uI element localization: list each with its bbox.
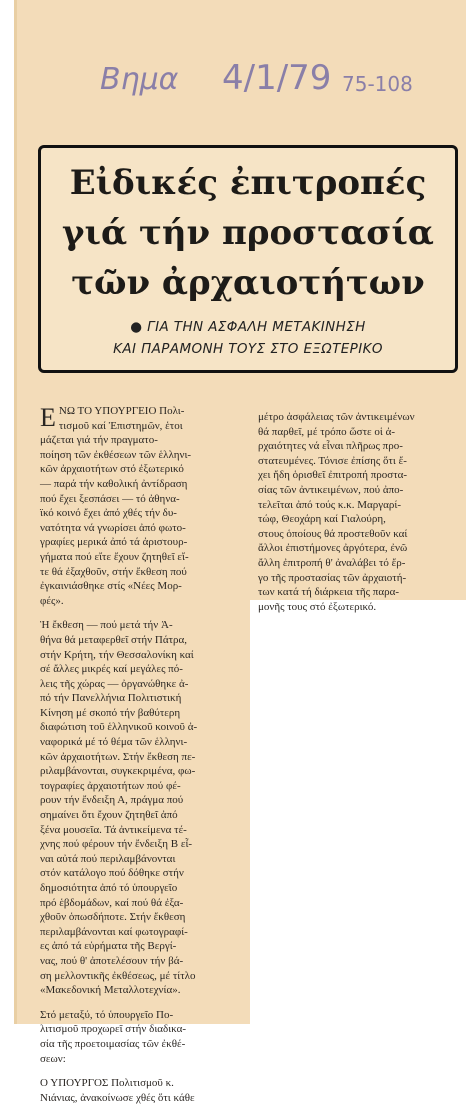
article-paragraph [258, 410, 458, 614]
article-line: ρχαιότητες νά εἶναι πλῆρως προ- [258, 440, 403, 453]
headline-line: τῶν ἀρχαιοτήτων [71, 263, 425, 303]
article-line: των κατά τή διάρκεια τῆς παρα- [258, 586, 399, 599]
article-line: ποίηση τῶν ἐκθέσεων τῶν ἑλληνι- [40, 448, 192, 461]
article-line: σίας τῶν ἀντικειμένων, πού ἀπο- [258, 483, 404, 496]
article-line: πού ἔχει ξεσπάσει — τό ἀθηνα- [40, 492, 180, 505]
article-line: στατευμένες. Τόνισε ἐπίσης ὅτι ἔ- [258, 454, 407, 467]
article-line: γήματα πού εἴτε ἔχουν ζητηθεῖ εἴ- [40, 550, 189, 563]
article-line: κῶν ἀρχαιοτήτων στό ἐξωτερικό [40, 463, 184, 476]
article-line: ριλαμβάνονται, συγκεκριμένα, φω- [40, 765, 196, 778]
subtitle-line: ΚΑΙ ΠΑΡΑΜΟΝΗ ΤΟΥΣ ΣΤΟ ΕΞΩΤΕΡΙΚΟ [113, 341, 383, 357]
headline-box [38, 145, 458, 373]
article-line: στους ὁποίους θά προστεθοῦν καί [258, 527, 408, 540]
article-line: στόν κατάλογο πού δόθηκε στήν [40, 867, 184, 880]
article-line: πό τήν Πανελλήνια Πολιτιστική [40, 692, 182, 705]
annotation-source: Βημα [100, 62, 179, 97]
article-line: τογραφίες ἀρχαιοτήτων πού φέ- [40, 779, 181, 792]
article-left-column [40, 404, 248, 1105]
headline-title [41, 158, 455, 308]
article-line: νας, πού θ' ἀποτελέσουν τήν βά- [40, 954, 184, 967]
article-line: Στό μεταξύ, τό ὑπουργεῖο Πο- [40, 1008, 174, 1021]
article-line: θά παρθεῖ, μέ τρόπο ὥστε οἱ ἀ- [258, 425, 396, 438]
article-line: ϊκό κοινό ἔχει ἀπό χθές τήν δυ- [40, 507, 177, 520]
article-line: κῶν ἀρχαιοτήτων. Στήν ἔκθεση πε- [40, 750, 196, 763]
bullet-icon: ● [130, 319, 143, 335]
article-line: Κίνηση μέ σκοπό τήν βαθύτερη [40, 706, 181, 719]
article-line: ση μελλοντικῆς ἐκθέσεως, μέ τίτλο [40, 969, 196, 982]
article-line: ρουν τήν ἔνδειξη Α, πράγμα πού [40, 794, 184, 807]
article-line: θήνα θά μεταφερθεῖ στήν Πάτρα, [40, 633, 188, 646]
article-line: ες ἀπό τά εὑρήματα τῆς Βεργί- [40, 940, 177, 953]
article-line: σία τῆς προετοιμασίας τῶν ἐκθέ- [40, 1037, 186, 1050]
article-line: σημαίνει ὅτι ἔχουν ζητηθεῖ ἀπό [40, 809, 178, 822]
article-line: γραφίες μερικά ἀπό τά ἀριστουρ- [40, 536, 188, 549]
article-line: ἐγκαινιάσθηκε στίς «Νέες Μορ- [40, 580, 182, 593]
article-line: χθοῦν ὁπωσδήποτε. Στήν ἔκθεση [40, 911, 186, 924]
article-line: μέτρο ἀσφάλειας τῶν ἀντικειμένων [258, 411, 415, 423]
article-line: διαφώτιση τοῦ ἑλληνικοῦ κοινοῦ ἀ- [40, 721, 198, 734]
article-line: τώφ, Θεοχάρη καί Γιαλούρη, [258, 513, 386, 526]
article-line: ναφορικά μέ τό θέμα τῶν ἑλληνι- [40, 736, 188, 749]
article-line: ἄλλη ἐπιτροπή θ' ἀναλάβει τό ἔρ- [258, 556, 406, 569]
article-line: λεις τῆς χώρας — ὀργανώθηκε ἀ- [40, 677, 189, 690]
article-line: χνης πού φέρουν τήν ἔνδειξη Β εἶ- [40, 838, 193, 851]
article-line: περιλαμβάνονται καί φωτογραφί- [40, 925, 188, 938]
headline-line: Εἰδικές ἐπιτροπές [69, 163, 427, 203]
article-line: τε θά ἐξαχθοῦν, στήν ἔκθεση πού [40, 565, 187, 578]
subtitle-line: ΓΙΑ ΤΗΝ ΑΣΦΑΛΗ ΜΕΤΑΚΙΝΗΣΗ [147, 319, 366, 335]
article-line: ναι αὐτά πού περιλαμβάνονται [40, 852, 176, 865]
annotation-date: 4/1/79 [222, 58, 332, 98]
article-line: Ο ΥΠΟΥΡΓΟΣ Πολιτισμοῦ κ. [40, 1077, 174, 1090]
article-line: — παρά τήν καθολική ἀντίδραση [40, 477, 188, 490]
article-line: σέ ἄλλες μικρές καί μεγάλες πό- [40, 663, 183, 676]
article-paragraph [40, 1008, 248, 1066]
article-right-column [258, 410, 458, 614]
article-line: τισμοῦ καί Ἐπιστημῶν, ἑτοι [58, 419, 183, 432]
article-paragraph [40, 618, 248, 997]
article-line: Ἡ ἔκθεση — πού μετά τήν Ἀ- [40, 619, 173, 632]
article-line: ἄλλοι ἐπιστήμονες ἀργότερα, ἐνῶ [258, 542, 408, 555]
article-line: λιτισμοῦ προχωρεῖ στήν διαδικα- [40, 1023, 187, 1036]
article-line: Νιάνιας, ἀνακοίνωσε χθές ὅτι κάθε [40, 1091, 195, 1104]
article-line: φές». [40, 594, 64, 607]
drop-cap: Ε [40, 403, 56, 432]
article-line: πρό ἑβδομάδων, καί πού θά ἐξα- [40, 896, 184, 909]
article-line: ΝΩ ΤΟ ΥΠΟΥΡΓΕΙΟ Πολι- [58, 405, 185, 417]
article-line: «Μακεδονική Μεταλλοτεχνία». [40, 984, 181, 997]
article-paragraph [40, 1076, 248, 1105]
paper-edge [14, 0, 17, 1024]
article-line: μονῆς τους στό ἐξωτερικό. [258, 600, 377, 613]
article-line: δημοσιότητα ἀπό τό ὑπουργεῖο [40, 882, 178, 894]
article-line: γο τῆς προστασίας τῶν ἀρχαιοτή- [258, 571, 407, 584]
article-line: στήν Κρήτη, τήν Θεσσαλονίκη καί [40, 648, 194, 661]
article-line: χει ἤδη ὁρισθεῖ ἐπιτροπή προστα- [258, 469, 408, 482]
handwritten-annotation [100, 58, 440, 102]
article-line: σεων: [40, 1052, 66, 1065]
article-line: τελεῖται ἀπό τούς κ.κ. Μαργαρί- [258, 498, 401, 511]
headline-line: γιά τήν προστασία [62, 213, 434, 253]
article-line: μάζεται γιά τήν πραγματο- [40, 434, 158, 447]
article-line: ξένα μουσεῖα. Τά ἀντικείμενα τέ- [40, 823, 187, 836]
article-line: νατότητα νά γνωρίσει ἀπό φωτο- [40, 521, 186, 534]
article-paragraph [40, 404, 248, 608]
headline-subtitle [41, 316, 455, 360]
annotation-ref: 75-108 [342, 72, 413, 96]
